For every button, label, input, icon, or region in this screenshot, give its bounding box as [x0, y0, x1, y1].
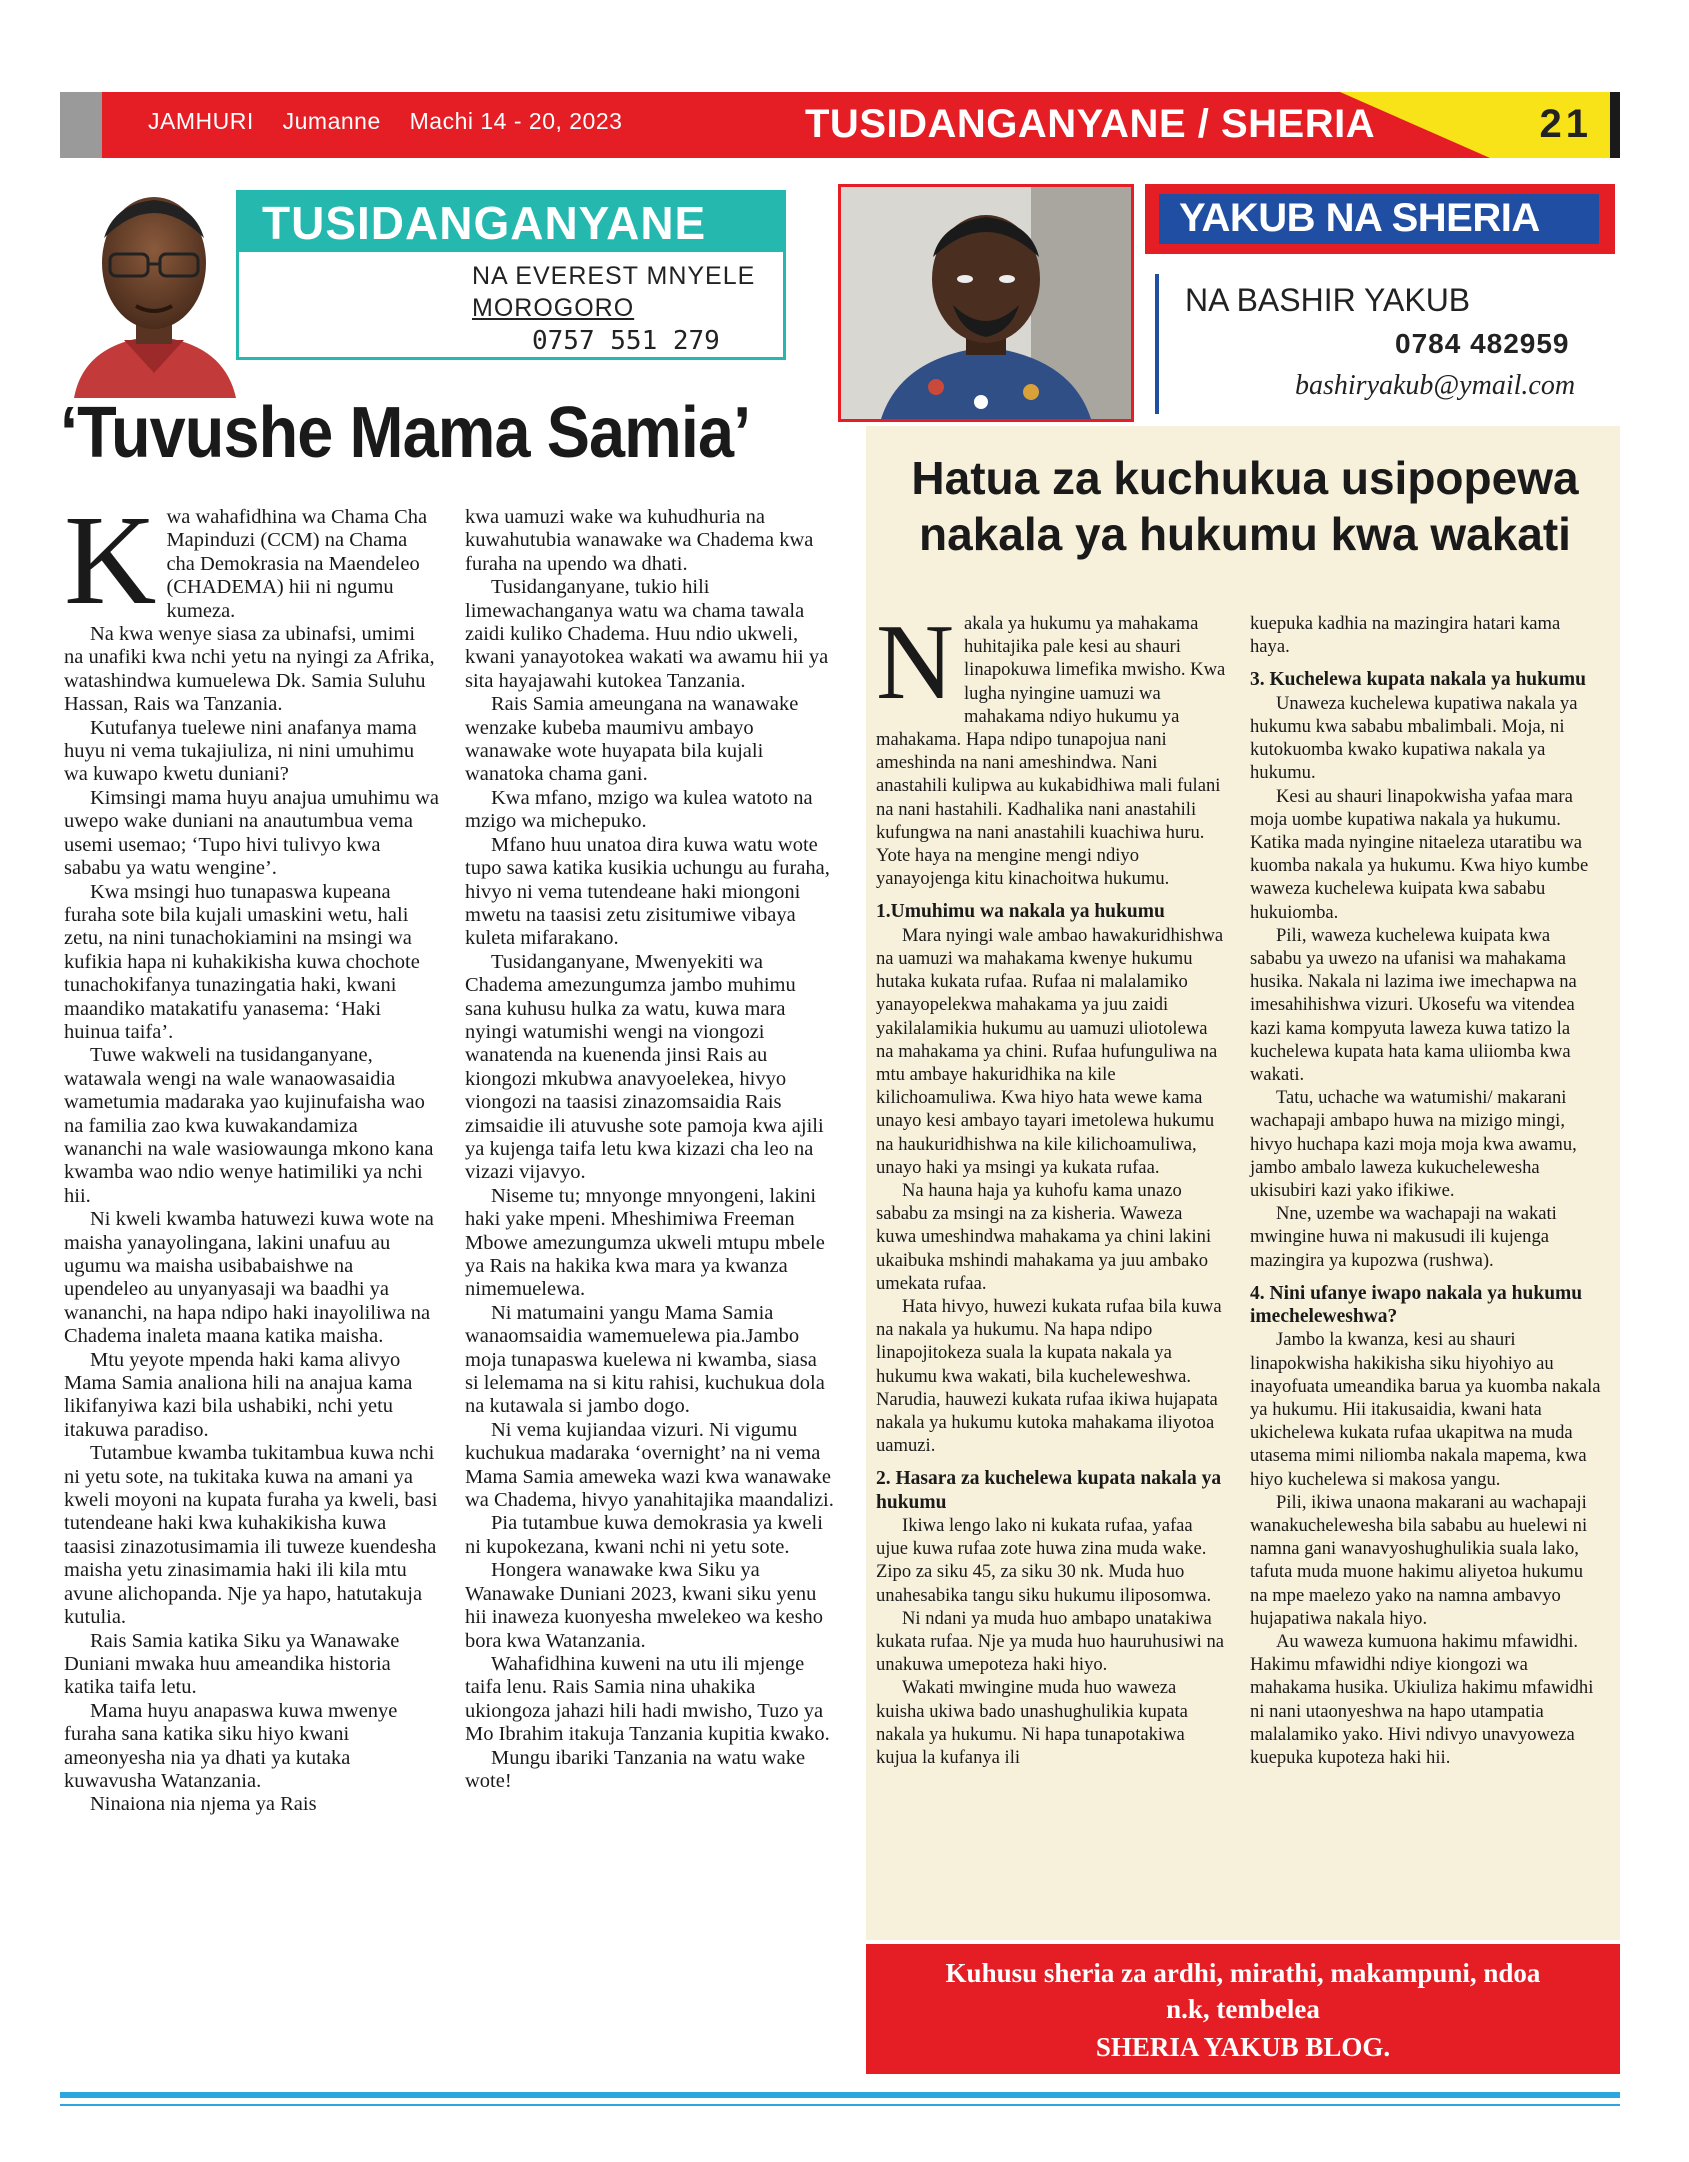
paragraph: Mara nyingi wale ambao hawakuridhishwa na uamuzi wa mahakama kwenye hukumu hutaka kukata rufaa. Rufaa ni malalamiko yanayopelekwa mahakama ya juu zaidi yakilalamikia hukumu au uamuzi uliotolewa na mahakama ya chini. Rufaa hufunguliwa na mtu ambaye hakuridhika na kile kilichoamuliwa. Kwa hiyo hata wewe kama unayo kesi ambayo tayari imetolewa hukumu na haukuridhishwa na kile kilichoamuliwa, unayo haki ya msingi ya kukata rufaa. [876, 924, 1224, 1178]
paragraph: wa wahafidhina wa Chama Cha Mapinduzi (CCM) na Chama cha Demokrasia na Maendeleo (CHADEMA) hii ni ngumu kumeza. [166, 506, 428, 622]
paragraph: Pia tutambue kuwa demokrasia ya kweli ni kupokezana, kwani nchi ni yetu sote. [465, 1512, 823, 1558]
page-header-banner [60, 92, 1620, 158]
paragraph: Kwa mfano, mzigo wa kulea watoto na mzigo wa michepuko. [465, 786, 813, 833]
right-article-column-2 [1250, 612, 1602, 1769]
paragraph: akala ya hukumu ya mahakama huhitajika pale kesi au shauri linapokuwa limefika mwisho. Kwa lugha nyingine uamuzi wa mahakama ndiyo hukumu ya mahakama. Hapa ndipo tunapojua nani ameshinda na nani ameshindwa. Nani anastahili kulipwa au kukabidhiwa mali fulani na nani hastahili. Kadhalika nani anastahili kufungwa na nani anastahili kuachiwa huru. Yote haya na mengine mengi ndiyo yanayojenga kitu kinachoitwa hukumu. [876, 613, 1226, 890]
right-article-column-1 [876, 603, 1226, 1769]
header-blue-rule [1155, 274, 1159, 414]
paragraph: Na kwa wenye siasa za ubinafsi, umimi na unafiki kwa nchi yetu na nyingi za Afrika, watashindwa kumuelewa Dk. Samia Suluhu Hassan, Rais wa Tanzania. [64, 623, 435, 716]
paragraph: Nne, uzembe wa wachapaji na wakati mwingine huwa ni makusudi ili kujenga mazingira ya kupozwa (rushwa). [1250, 1203, 1557, 1271]
paragraph: Kwa msingi huo tunapaswa kupeana furaha sote bila kujali umaskini wetu, hali zetu, na nini tunachokiamini na msingi wa kufikia hapa ni kuhakikisha kuwa chochote tunachokifanya tunazingatia haki, kwani maandiko matakatifu yanasema: ‘Haki huinua taifa’. [64, 880, 420, 1043]
headline-line-2: nakala ya hukumu kwa wakati [919, 508, 1571, 560]
paragraph: Tuwe wakweli na tusidanganyane, watawala wengi na wale wanaowasaidia wametumia madaraka yao kujinufaisha wao na familia zao kwa kuwakandamiza wananchi na wale wasiowaunga mkono kana kwamba wao ndio wenye hatimiliki ya nchi hii. [64, 1044, 434, 1207]
paragraph: Ikiwa lengo lako ni kukata rufaa, yafaa ujue kuwa rufaa zote huwa zina muda wake. Zipo za siku 45, za siku 30 nk. Muda huo unahesabika tangu siku hukumu iliposomwa. [876, 1515, 1212, 1606]
paragraph: Wahafidhina kuweni na utu ili mjenge taifa lenu. Rais Samia nina uhakika ukiongoza jahazi hili hadi mwisho, Tuzo ya Mo Ibrahim itakuja Tanzania kupitia kwako. [465, 1652, 830, 1746]
author-byline: NA BASHIR YAKUB [1185, 282, 1471, 318]
paragraph: Ni vema kujiandaa vizuri. Ni vigumu kuchukua madaraka ‘overnight’ na ni vema Mama Samia ameweka wazi kwa wanawake wa Chadema, hivyo yanahitajika maandalizi. [465, 1418, 834, 1512]
paragraph: kuepuka kadhia na mazingira hatari kama haya. [1250, 613, 1561, 658]
paragraph: Tusidanganyane, tukio hili limewachanganya watu wa chama tawala zaidi kuliko Chadema. Huu ndio ukweli, kwani yanayotokea wakati wa awamu hii ya sita hayajawahi kutokea Tanzania. [465, 576, 829, 692]
paragraph: Hongera wanawake kwa Siku ya Wanawake Duniani 2023, kwani siku yenu hii inaweza kuonyesha mwelekeo wa kesho bora kwa Watanzania. [465, 1559, 824, 1652]
author-city: MOROGORO [472, 294, 635, 322]
promo-line-2: n.k, tembelea [1166, 1994, 1320, 2024]
paragraph: Au waweza kumuona hakimu mfawidhi. Hakimu mfawidhi ndiye kiongozi wa mahakama husika. Ukiuliza hakimu mfawidhi ni nani utaonyeshwa na hapo utampatia malalamiko yako. Hivi ndivyo unavyoweza kuepuka kupoteza haki hii. [1250, 1631, 1594, 1769]
paragraph: Pili, ikiwa unaona makarani au wachapaji wanakuchelewesha bila sababu au huelewi ni namna gani wanavyoshughulikia suala lako, tafuta muda muone hakimu aliyetoa hukumu na mpe maelezo yako na namna ambavyo hujapatiwa nakala hiyo. [1250, 1491, 1588, 1629]
paragraph: Mama huyu anapaswa kuwa mwenye furaha sana katika siku hiyo kwani ameonyesha nia ya dhati ya kutaka kuwavusha Watanzania. [64, 1699, 398, 1792]
footer-rule-thin [60, 2104, 1620, 2106]
paragraph: Ni ndani ya muda huo ambapo unatakiwa kukata rufaa. Nje ya muda huo hauruhusiwi na unakuwa umepoteza haki hiyo. [876, 1607, 1225, 1676]
paragraph: Kesi au shauri linapokwisha yafaa mara moja uombe kupatiwa nakala ya hukumu. Katika mada nyingine nitaeleza utaratibu wa kuomba nakala ya hukumu. Kwa hiyo kumbe waweza kuchelewa kuipata kwa sababu hukuiomba. [1250, 785, 1589, 923]
paragraph: Tutambue kwamba tukitambua kuwa nchi ni yetu sote, na tukitaka kuwa na amani ya kweli moyoni na kupata furaha ya kweli, basi tutendeane haki kwa kuhakikisha kuwa taasisi zinazotusimamia ili tuweze kuendesha maisha yetu zinasimamia haki ili kila mtu avune alichopanda. Nje ya hapo, hatutakuja kutulia. [64, 1442, 438, 1629]
article-headline-left: ‘Tuvushe Mama Samia’ [60, 393, 751, 473]
left-article-column-1 [64, 489, 440, 1817]
banner-gray-tab [60, 92, 102, 158]
author-email: bashiryakub@ymail.com [1295, 370, 1576, 401]
blog-promo-box [866, 1944, 1620, 2074]
paragraph: Mfano huu unatoa dira kuwa watu wote tupo sawa katika kusikia uchungu au furaha, hivyo ni vema tutendeane haki miongoni mwetu na taasisi zetu zisitumiwe vibaya kuleta mifarakano. [465, 833, 830, 950]
column-title: TUSIDANGANYANE [262, 197, 707, 249]
dropcap-k: K [64, 489, 157, 631]
paragraph: Rais Samia ameungana na wanawake wenzake kubeba maumivu ambayo wanawake wote huyapata bila kujali wanatoka chama gani. [465, 693, 799, 786]
footer-rule [60, 2092, 1620, 2098]
paragraph: Ninaiona nia njema ya Rais [90, 1793, 317, 1816]
headline-line-1: Hatua za kuchukua usipopewa [911, 452, 1579, 504]
paragraph: Mungu ibariki Tanzania na watu wake wote! [465, 1746, 806, 1792]
column-title: YAKUB NA SHERIA [1179, 196, 1540, 240]
section-title: TUSIDANGANYANE / SHERIA [805, 102, 1376, 146]
author-photo-everest [64, 168, 244, 398]
paragraph: Rais Samia katika Siku ya Wanawake Duniani mwaka huu ameandika historia katika taifa letu. [64, 1629, 400, 1699]
promo-line-1: Kuhusu sheria za ardhi, mirathi, makampuni, ndoa [945, 1958, 1541, 1988]
promo-line-3: SHERIA YAKUB BLOG. [1095, 2032, 1391, 2062]
article-headline-right [890, 450, 1600, 562]
paragraph: Wakati mwingine muda huo waweza kuisha ukiwa bado unashughulikia kupata nakala ya hukumu. Ni hapa tunapotakiwa kujua la kufanya ili [876, 1677, 1188, 1769]
issue-day: Jumanne [282, 108, 381, 134]
author-phone: 0757 551 279 [532, 326, 720, 356]
paragraph: Jambo la kwanza, kesi au shauri linapokwisha hakikisha siku hiyohiyo au inayofuata umeandika barua ya kuomba nakala ya hukumu. Hii itakusaidia, kwani hata ukichelewa kukata rufaa ukapitwa na muda utasema mimi niliomba nakala mapema, kwa hiyo kuchelewa si makosa yangu. [1250, 1329, 1601, 1490]
paragraph: Ni matumaini yangu Mama Samia wanaomsaidia wamemuelewa pia.Jambo moja tunapaswa kuelewa ni kwamba, siasa si lelemama na si kitu rahisi, kuchukua dola na kutawala si jambo dogo. [465, 1301, 825, 1418]
column-header-tusidanganyane [236, 190, 786, 400]
paper-name: JAMHURI [148, 108, 254, 134]
subheading: 3. Kuchelewa kupata nakala ya hukumu [1250, 669, 1586, 691]
paragraph: Kutufanya tuelewe nini anafanya mama huyu ni vema tukajiuliza, ni nini umuhimu wa kuwapo kwetu duniani? [64, 716, 417, 786]
paragraph: Mtu yeyote mpenda haki kama alivyo Mama Samia analiona hili na anajua kama likifanyiwa kazi bila ushabiki, nchi yetu itakuwa paradiso. [64, 1348, 413, 1441]
issue-info [148, 108, 644, 135]
paragraph: Ni kweli kwamba hatuwezi kuwa wote na maisha yanayolingana, lakini unafuu au ugumu wa maisha usibabaishwe na upendeleo au unyanyasaji wa baadhi ya wananchi, na hapa ndipo haki inayoliliwa na Chadema inaleta maana katika maisha. [64, 1208, 434, 1348]
dropcap-n: N [876, 603, 954, 722]
subheading: 2. Hasara za kuchelewa kupata nakala ya hukumu [876, 1468, 1222, 1513]
issue-dates: Machi 14 - 20, 2023 [409, 108, 623, 134]
paragraph: kwa uamuzi wake wa kuhudhuria na kuwahutubia wanawake wa Chadema kwa furaha na upendo wa dhati. [465, 506, 814, 575]
column-header-yakub-na-sheria [1145, 184, 1615, 424]
page-number: 21 [1539, 102, 1592, 146]
author-phone: 0784 482959 [1395, 328, 1570, 359]
paragraph: Pili, waweza kuchelewa kuipata kwa sababu ya uwezo na ufanisi wa mahakama husika. Nakala ni lazima iwe imechapwa na imesahihishwa vizuri. Ukosefu wa vitendea kazi kama kompyuta laweza kuwa tatizo la kuchelewa kupata hata kama uliiomba kwa wakati. [1250, 924, 1577, 1085]
author-photo-bashir [838, 184, 1134, 422]
banner-edge [1610, 92, 1620, 158]
paragraph: Na hauna haja ya kuhofu kama unazo sababu za msingi na za kisheria. Waweza kuwa umeshindwa mahakama ya chini lakini ukaibuka mshindi mahakama ya juu ambako umekata rufaa. [876, 1179, 1212, 1294]
paragraph: Hata hivyo, huwezi kukata rufaa bila kuwa na nakala ya hukumu. Na hapa ndipo linapojitokeza suala la kupata nakala ya hukumu kwa wakati, bila kucheleweshwa. Narudia, hauwezi kukata rufaa ikiwa hujapata nakala ya hukumu kutoka mahakama iliyotoa uamuzi. [876, 1295, 1222, 1457]
author-byline: NA EVEREST MNYELE [472, 262, 756, 290]
paragraph: Tatu, uchache wa watumishi/ makarani wachapaji ambapo huwa na mizigo mingi, hivyo huchapa kazi moja moja kwa awamu, jambo ambalo laweza kukucheleweshа ukisubiri kazi yako ifikiwe. [1250, 1087, 1577, 1201]
paragraph: Tusidanganyane, Mwenyekiti wa Chadema amezungumza jambo muhimu sana kuhusu hulka za watu, kuwa mara nyingi watumishi wengi na viongozi wanatenda na kuenenda jinsi Rais au kiongozi mkubwa anavyoelekea, hivyo viongozi na taasisi zinazomsaidia Rais zimsaidie ili atuvushe sote pamoja kwa ajili ya kujenga taifa letu kwa kizazi cha leo na vizazi vijavyo. [465, 950, 824, 1184]
paragraph: Kimsingi mama huyu anajua umuhimu wa uwepo wake duniani na anautumbua vema usemi usemao; ‘Tupo hivi tulivyo kwa sababu ya watu wengine’. [64, 786, 440, 880]
subheading: 1.Umuhimu wa nakala ya hukumu [876, 901, 1165, 923]
paragraph: Unaweza kuchelewa kupatiwa nakala ya hukumu kwa sababu mbalimbali. Moja, ni kutokuomba kwako kupatiwa nakala ya hukumu. [1250, 692, 1578, 784]
subheading: 4. Nini ufanye iwapo nakala ya hukumu imecheleweshwa? [1250, 1282, 1583, 1328]
banner-wedge [1340, 92, 1490, 158]
paragraph: Niseme tu; mnyonge mnyongeni, lakini haki yake mpeni. Mheshimiwa Freeman Mbowe amezungumza ukweli mtupu mbele ya Rais na hakika kwa mara ya kwanza nimemuelewa. [465, 1184, 825, 1301]
left-article-column-2 [465, 506, 835, 1793]
